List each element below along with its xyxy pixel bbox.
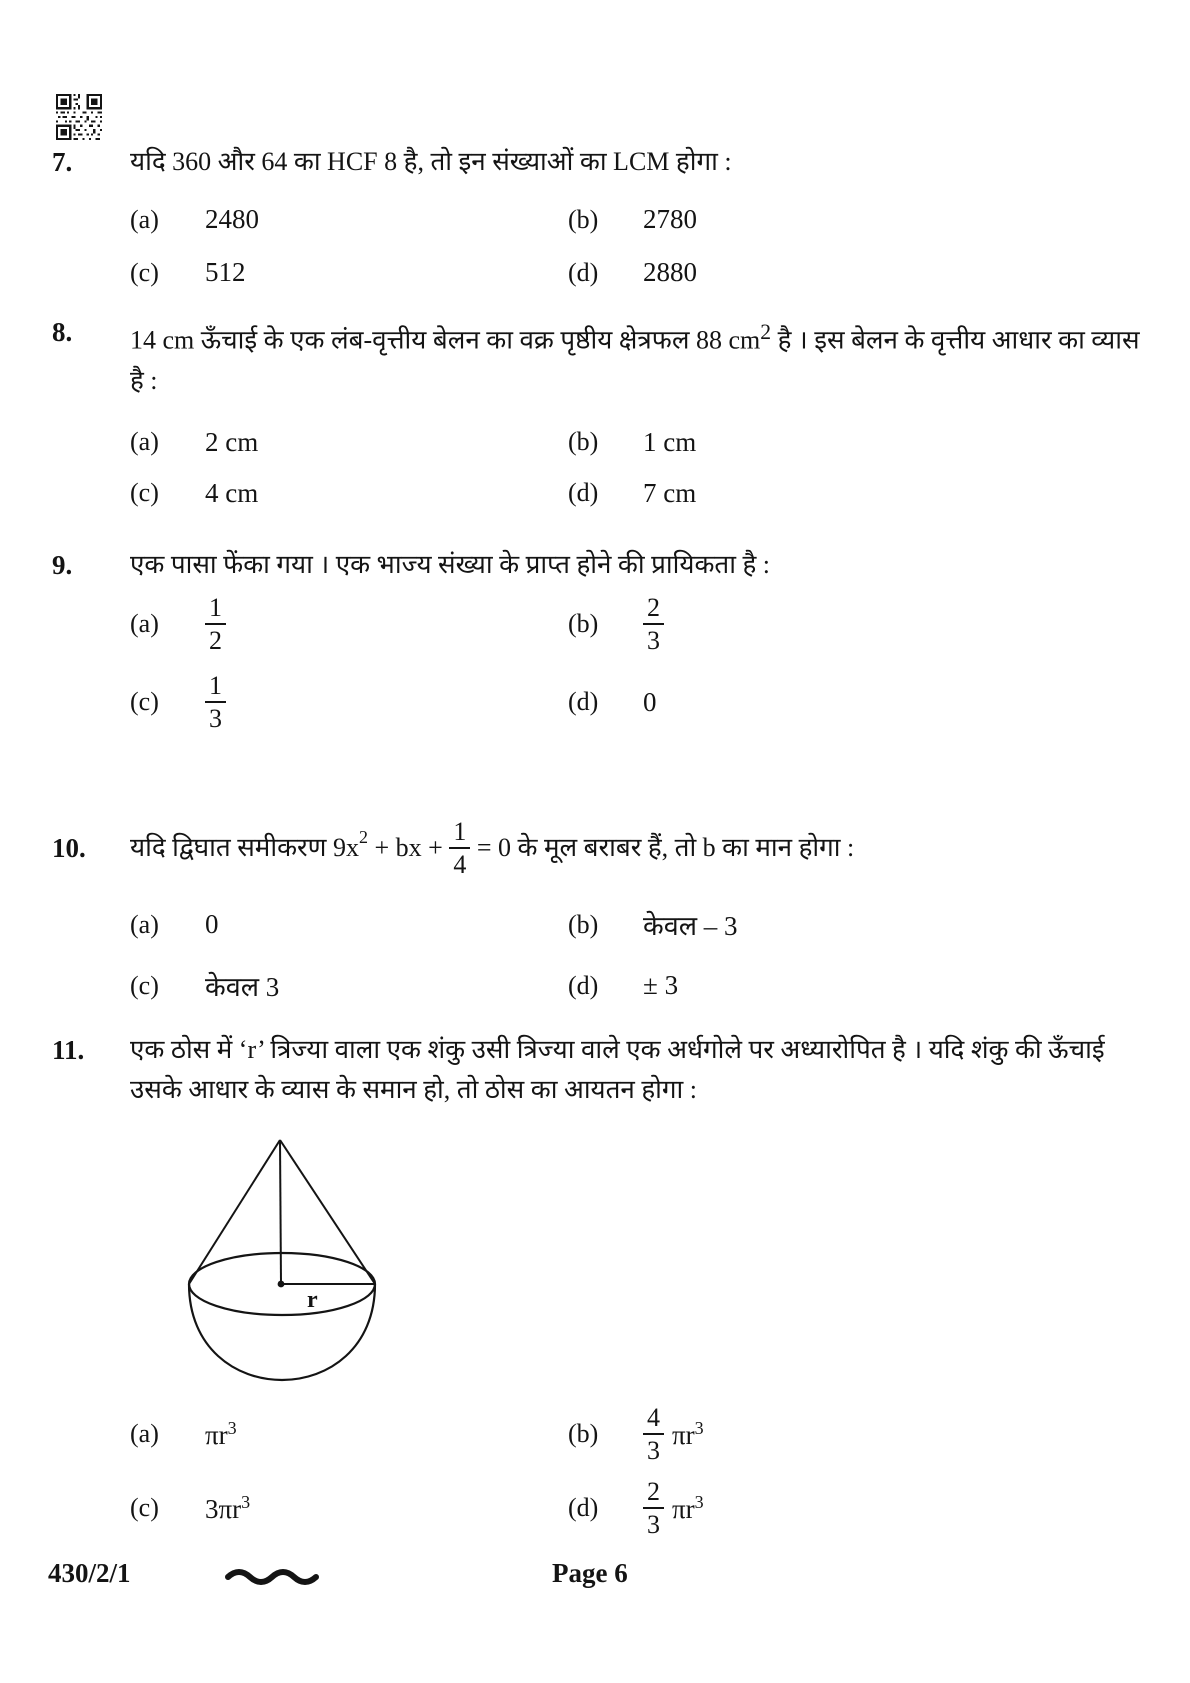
- exponent: 3: [227, 1417, 237, 1438]
- question-text-part2: है । इस बेलन के वृत्तीय आधार का व्यास है :: [130, 325, 1140, 395]
- option-label: (c): [130, 970, 159, 1000]
- equation-end: = 0: [470, 833, 518, 862]
- option-d: [568, 1477, 704, 1539]
- option-d: [568, 257, 697, 288]
- option-label: (a): [130, 204, 159, 234]
- option-value: [205, 1418, 237, 1451]
- question-7: [0, 142, 1190, 288]
- option-value: 2 cm: [205, 426, 259, 457]
- option-value: 512: [205, 257, 246, 287]
- solid-figure-drawing: [180, 1134, 390, 1392]
- equation-pre: यदि द्विघात समीकरण 9x: [130, 833, 359, 862]
- option-value: 7 cm: [643, 477, 697, 508]
- question-number: 11.: [52, 1035, 85, 1065]
- option-row: [130, 1403, 1142, 1465]
- option-label: (b): [568, 909, 599, 939]
- question-11: [0, 1030, 1190, 1539]
- radius-label: r: [307, 1287, 318, 1313]
- option-c: [130, 478, 568, 509]
- paper-code: 430/2/1: [48, 1558, 131, 1588]
- option-label: (d): [568, 1493, 599, 1523]
- math-base: 3πr: [205, 1493, 242, 1524]
- question-number: 10.: [52, 833, 86, 863]
- option-c: [130, 671, 568, 733]
- fraction-numerator: 1: [205, 671, 226, 703]
- fraction-denominator: 3: [209, 704, 222, 734]
- math-base: πr: [672, 1419, 695, 1450]
- option-label: (d): [568, 687, 599, 717]
- option-label: (c): [130, 257, 159, 287]
- fraction-numerator: 4: [643, 1403, 664, 1435]
- option-value: ± 3: [643, 970, 679, 1000]
- squiggle-wave: [224, 1566, 324, 1586]
- option-row: [130, 427, 1142, 458]
- cone-left-edge: [189, 1140, 280, 1284]
- question-text: [130, 812, 1142, 884]
- option-b: [568, 906, 738, 943]
- exponent: 2: [358, 827, 368, 847]
- option-a: [130, 204, 568, 235]
- fraction-denominator: 3: [647, 1436, 660, 1466]
- hemisphere-outline: [189, 1284, 375, 1380]
- fraction-numerator: 2: [643, 593, 664, 625]
- option-b: [568, 593, 664, 655]
- exponent: 3: [241, 1491, 251, 1512]
- option-label: (a): [130, 1419, 159, 1449]
- cone-axis: [280, 1140, 281, 1284]
- qr-code-image: [56, 94, 102, 140]
- option-b: [568, 204, 697, 235]
- option-row: [130, 478, 1142, 509]
- math-base: πr: [672, 1493, 695, 1524]
- fraction-numerator: 1: [449, 817, 470, 849]
- question-10: [0, 812, 1190, 1004]
- option-a: [130, 909, 568, 940]
- fraction-denominator: 4: [453, 850, 467, 879]
- question-text: एक ठोस में ‘r’ त्रिज्या वाला एक शंकु उसी त्रिज्या वाले एक अर्धगोले पर अध्यारोपित है । यदि शंकु की ऊँचाई उसके आधार के व्यास के समान हो, तो ठोस का आयतन होगा :: [130, 1035, 1105, 1104]
- page-number: Page 6: [552, 1558, 628, 1588]
- option-value: 2880: [643, 257, 697, 287]
- cone-right-edge: [280, 1140, 375, 1284]
- fraction: [205, 671, 226, 733]
- fraction-numerator: 1: [205, 593, 226, 625]
- option-value: केवल 3: [205, 972, 280, 1002]
- option-label: (b): [568, 609, 599, 639]
- option-value: [672, 1492, 704, 1525]
- option-row: [130, 967, 1142, 1004]
- fraction-denominator: 3: [647, 626, 660, 656]
- question-8: [0, 312, 1190, 509]
- option-value: [672, 1418, 704, 1451]
- option-label: (a): [130, 609, 159, 639]
- fraction: [643, 1477, 664, 1539]
- question-number: 7.: [52, 147, 73, 177]
- question-9: [0, 545, 1190, 733]
- fraction-denominator: 2: [209, 626, 222, 656]
- exponent: 2: [760, 320, 772, 344]
- option-c: [130, 967, 568, 1004]
- qr-code: [56, 94, 102, 140]
- option-value: 2780: [643, 204, 697, 234]
- option-value: 2480: [205, 204, 259, 234]
- option-d: [568, 478, 696, 509]
- option-label: (b): [568, 204, 599, 234]
- option-label: (d): [568, 970, 599, 1000]
- option-label: (d): [568, 478, 599, 508]
- option-value: 0: [205, 909, 219, 939]
- question-number: 8.: [52, 317, 73, 347]
- option-value: [205, 1492, 250, 1525]
- exponent: 3: [694, 1417, 704, 1438]
- option-value: 0: [643, 686, 657, 717]
- page-footer: [0, 1558, 1190, 1618]
- equation-mid: + bx +: [367, 833, 450, 862]
- center-dot: [278, 1281, 285, 1288]
- option-c: [130, 257, 568, 288]
- option-d: [568, 687, 657, 718]
- fraction: [643, 1403, 664, 1465]
- fraction: [205, 593, 226, 655]
- option-row: [130, 257, 1142, 288]
- option-a: [130, 593, 568, 655]
- option-b: [568, 427, 696, 458]
- option-row: [130, 906, 1142, 943]
- question-text-post: के मूल बराबर हैं, तो b का मान होगा :: [517, 833, 855, 862]
- option-d: [568, 970, 678, 1001]
- question-text-part1: 14 cm ऊँचाई के एक लंब-वृत्तीय बेलन का वक्र पृष्ठीय क्षेत्रफल 88 cm: [130, 325, 761, 355]
- exponent: 3: [694, 1491, 704, 1512]
- option-row: [130, 671, 1142, 733]
- option-label: (c): [130, 1493, 159, 1523]
- option-label: (a): [130, 427, 159, 457]
- question-text: यदि 360 और 64 का HCF 8 है, तो इन संख्याओं का LCM होगा :: [130, 147, 732, 176]
- option-label: (b): [568, 427, 599, 457]
- option-row: [130, 593, 1142, 655]
- option-a: [130, 1418, 568, 1451]
- option-value: 1 cm: [643, 426, 697, 457]
- option-value: 4 cm: [205, 477, 259, 508]
- option-label: (c): [130, 478, 159, 508]
- question-text: एक पासा फेंका गया । एक भाज्य संख्या के प्राप्त होने की प्रायिकता है :: [130, 550, 771, 579]
- option-b: [568, 1403, 704, 1465]
- cone-hemisphere-figure: [180, 1134, 1142, 1397]
- option-label: (a): [130, 909, 159, 939]
- option-row: [130, 204, 1142, 235]
- option-value: केवल – 3: [643, 911, 738, 941]
- option-c: [130, 1492, 568, 1525]
- option-label: (c): [130, 687, 159, 717]
- fraction: [449, 817, 470, 879]
- fraction-denominator: 3: [647, 1510, 660, 1540]
- question-number: 9.: [52, 550, 73, 580]
- option-label: (d): [568, 257, 599, 287]
- question-text: [130, 312, 1142, 401]
- fraction-numerator: 2: [643, 1477, 664, 1509]
- option-a: [130, 427, 568, 458]
- squiggle-icon: [224, 1566, 324, 1591]
- option-label: (b): [568, 1419, 599, 1449]
- math-base: πr: [205, 1419, 228, 1450]
- option-row: [130, 1477, 1142, 1539]
- fraction: [643, 593, 664, 655]
